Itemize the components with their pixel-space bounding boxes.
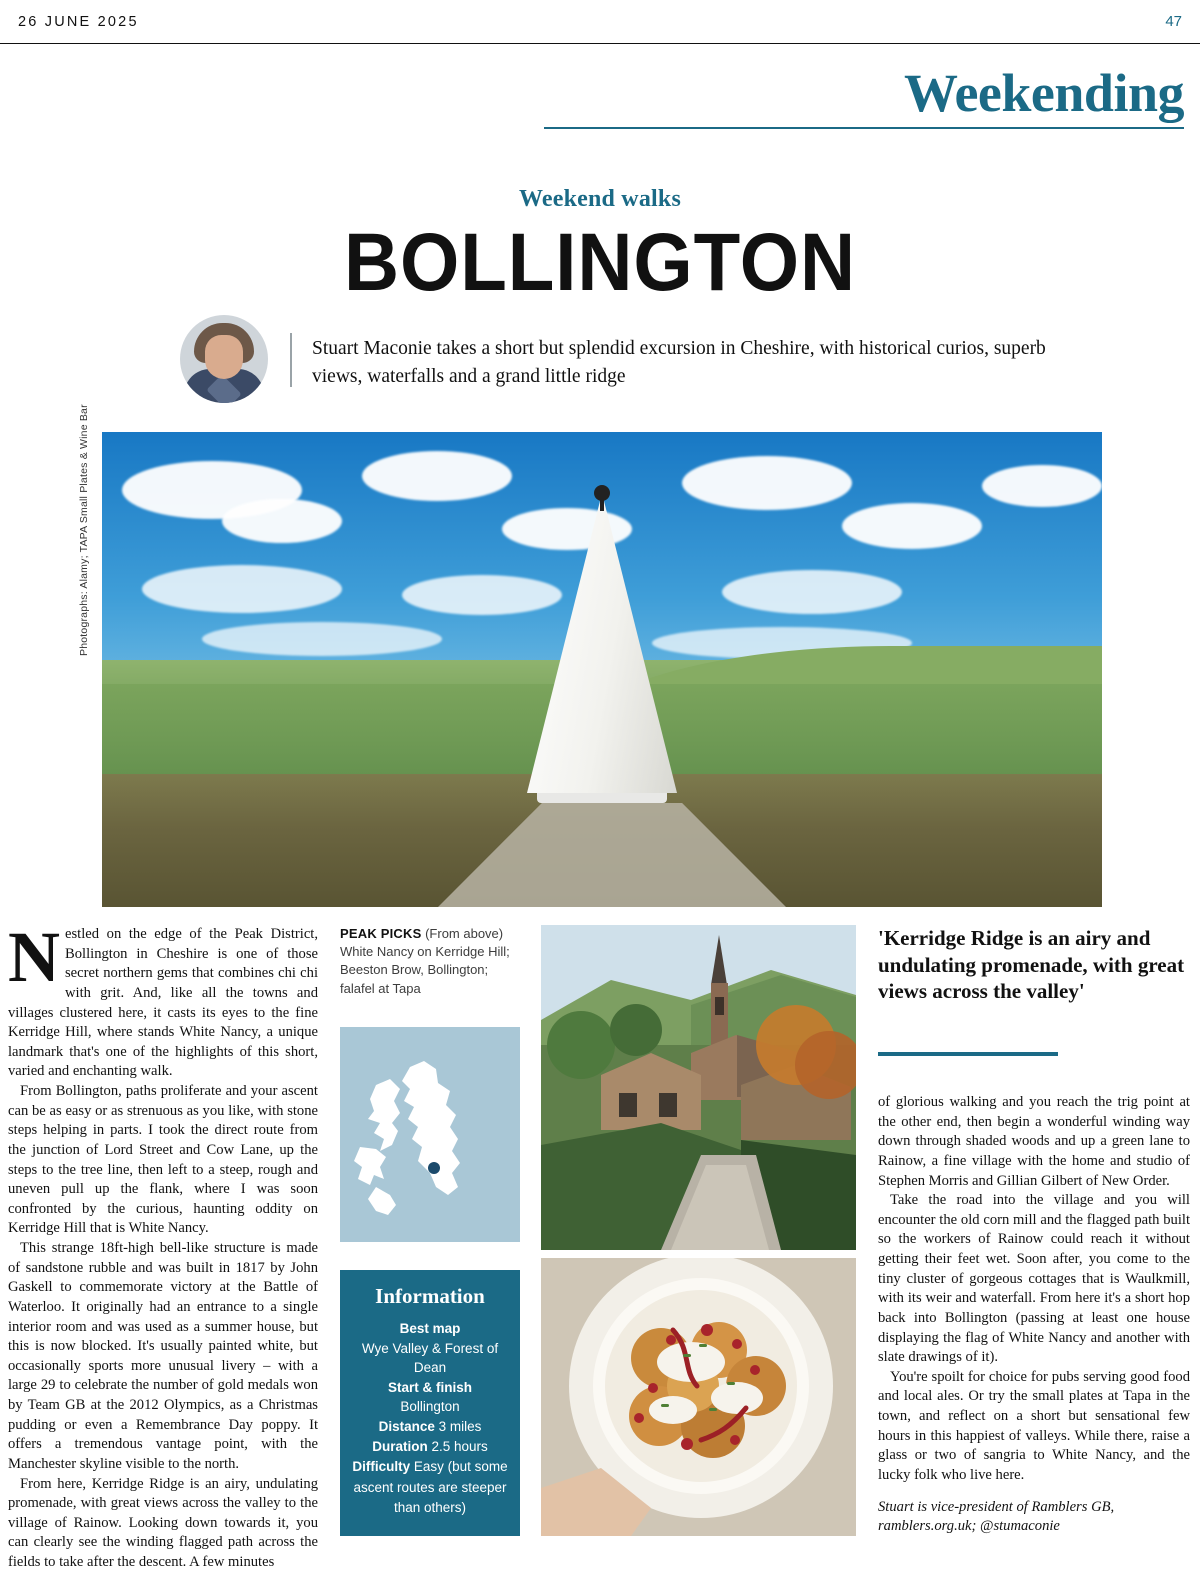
info-value-best-map: Wye Valley & Forest of Dean bbox=[361, 1340, 499, 1376]
section-title: Weekending bbox=[903, 63, 1184, 123]
village-scene-illustration bbox=[541, 925, 856, 1250]
page-number: 47 bbox=[1165, 13, 1182, 30]
info-row-difficulty bbox=[352, 1457, 508, 1518]
body-paragraph: You're spoilt for choice for pubs serving good food and local ales. Or try the small plates at Tapa in the town, and reflect on a short but sensational few hours in this happiest of valleys. While there, raise a glass or two of sangria to White Nancy, and the lucky folk who live here. bbox=[878, 1368, 1190, 1483]
info-label-duration: Duration bbox=[372, 1439, 428, 1455]
info-value-distance: 3 miles bbox=[438, 1418, 482, 1434]
body-paragraph: From Bollington, paths proliferate and your ascent can be as easy or as strenuous as you like, with stone steps helping in parts. I took the direct route from the junction of Lord Street and Cow Lane, up the steps to the tree line, then left to a steep, rough and uneven pull up the flank, where I was soon confronted by the curious, haunting oddity on Kerridge Hill that is White Nancy. bbox=[8, 1083, 318, 1237]
byline-divider bbox=[290, 333, 292, 387]
info-label-start-finish: Start & finish bbox=[387, 1379, 472, 1395]
issue-date: 26 JUNE 2025 bbox=[18, 13, 139, 30]
article-standfirst: Stuart Maconie takes a short but splendid excursion in Cheshire, with historical curios, superb views, waterfalls and a grand little ridge bbox=[312, 338, 1046, 387]
article-headline: BOLLINGTON bbox=[343, 217, 857, 308]
drop-cap: N bbox=[8, 917, 60, 997]
info-value-start-finish: Bollington bbox=[400, 1399, 460, 1415]
section-masthead bbox=[544, 63, 1184, 129]
body-paragraph: of glorious walking and you reach the trig point at the other end, then begin a wonderful winding way down through shaded woods and up a green lane to Rainow, a fine village with the home and studio of Stephen Morris and Gillian Gilbert of New Order. bbox=[878, 1094, 1190, 1189]
map-britain-icon bbox=[340, 1027, 520, 1242]
article-kicker: Weekend walks bbox=[519, 186, 681, 212]
body-paragraph: Nestled on the edge of the Peak District, Bollington in Cheshire is one of those secret northern gems that combines chi chi with grit. And, like all the towns and villages clustered here, it casts its eyes to the fine Kerridge Hill, where stands White Nancy, a unique landmark that's one of the highlights of this short, varied and enchanting walk. bbox=[8, 917, 318, 1080]
location-map bbox=[340, 1027, 520, 1242]
map-location-marker bbox=[428, 1162, 440, 1174]
body-paragraph: Take the road into the village and you will encounter the old corn mill and the flagged path built so the workers of Rainow could reach it without getting their feet wet. Soon after, you come to the tiny cluster of gorgeous cottages that is Waulkmill, with its weir and waterfall. From here it's a short hop back into Bollington (passing at least one house displaying the flag of White Nancy and another with slate drawings of it). bbox=[878, 1192, 1190, 1366]
peak-picks-text: White Nancy on Kerridge Hill; Beeston Brow, Bollington; falafel at Tapa bbox=[340, 944, 510, 996]
info-value-duration: 2.5 hours bbox=[431, 1439, 488, 1455]
page-header bbox=[0, 0, 1200, 44]
body-column-left bbox=[8, 917, 318, 1573]
masthead-rule bbox=[544, 127, 1184, 129]
info-value-difficulty: Easy (but some ascent routes are steeper than others) bbox=[353, 1459, 508, 1515]
byline bbox=[180, 315, 1080, 403]
body-paragraph: From here, Kerridge Ridge is an airy, undulating promenade, with great views across the valley to the village of Rainow. Looking down towards it, you can clearly see the winding flagged path across the fields to take after the descent. A few minutes bbox=[8, 1475, 318, 1570]
photo-credit: Photographs: Alamy; TAPA Small Plates & Wine Bar bbox=[78, 404, 90, 656]
body-column-right bbox=[878, 1093, 1190, 1537]
info-label-distance: Distance bbox=[378, 1418, 435, 1434]
peak-picks-caption bbox=[340, 925, 520, 998]
author-avatar bbox=[180, 315, 268, 403]
info-row-distance bbox=[352, 1417, 508, 1437]
info-label-best-map: Best map bbox=[399, 1321, 461, 1336]
hero-image-white-nancy bbox=[102, 432, 1102, 907]
author-signoff: Stuart is vice-president of Ramblers GB, ramblers.org.uk; @stumaconie bbox=[878, 1498, 1115, 1535]
photo-village-beeston-brow bbox=[541, 925, 856, 1250]
peak-picks-note: (From above) bbox=[425, 926, 504, 941]
info-row-duration bbox=[352, 1437, 508, 1457]
info-label-difficulty: Difficulty bbox=[352, 1459, 411, 1475]
peak-picks-label: PEAK PICKS bbox=[340, 926, 422, 941]
information-box bbox=[340, 1270, 520, 1536]
pull-quote-rule bbox=[878, 1052, 1058, 1056]
information-title: Information bbox=[375, 1284, 485, 1308]
pull-quote: 'Kerridge Ridge is an airy and undulating promenade, with great views across the valley' bbox=[878, 926, 1185, 1004]
photo-falafel-at-tapa bbox=[541, 1258, 856, 1536]
body-paragraph: This strange 18ft-high bell-like structure is made of sandstone rubble and was built in 1817 by John Gaskell to commemorate victory at the Battle of Waterloo. It originally had an entrance to a single interior room and was used as a summer house, but this is now blocked. It's usually painted white, but occasionally sports more unusual livery – with a large 29 to celebrate the number of gold medals won by Team GB at the 2012 Olympics, as a Christmas pudding or even a Remembrance Day poppy. It offers a tremendous vantage point, with the Manchester skyline visible to the north. bbox=[8, 1240, 318, 1472]
falafel-bowl-illustration bbox=[541, 1258, 856, 1536]
